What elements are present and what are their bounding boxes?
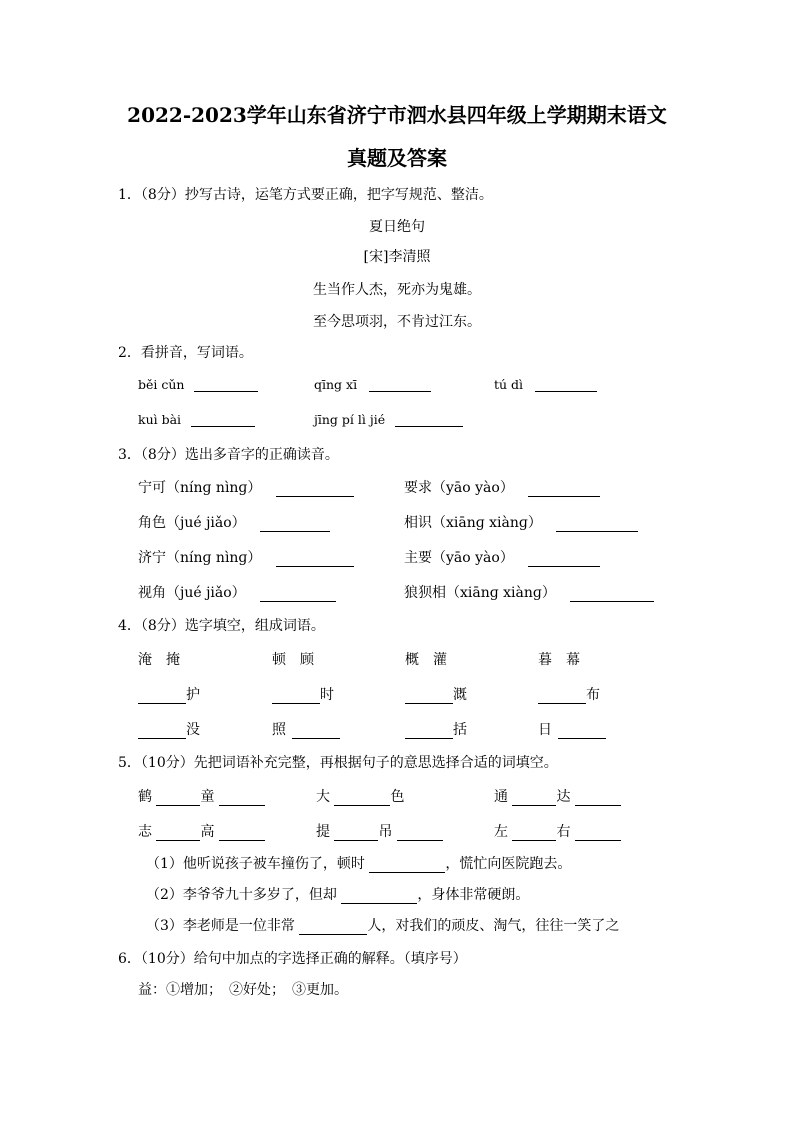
fill-word (272, 686, 334, 704)
fill-word (405, 686, 467, 704)
polyphone-item (404, 514, 638, 532)
idiom-char: 大 (316, 789, 330, 805)
answer-blank[interactable] (292, 724, 340, 739)
pinyin-item (138, 412, 255, 427)
answer-blank[interactable] (558, 724, 606, 739)
answer-blank[interactable] (528, 482, 600, 497)
idiom-item (494, 823, 621, 841)
polyphone-item (404, 549, 600, 567)
answer-blank[interactable] (272, 689, 320, 704)
fill-word (538, 721, 606, 739)
polyphone-item (138, 549, 354, 567)
polyphone-text: 主要（yāo yào） (404, 550, 514, 566)
answer-blank[interactable] (369, 858, 445, 873)
sentence-text: （2）李爷爷九十多岁了，但却 (146, 887, 337, 903)
polyphone-item (138, 514, 330, 532)
polyphone-text: 要求（yāo yào） (404, 480, 514, 496)
page-subtitle: 真题及答案 (347, 146, 447, 170)
polyphone-text: 相识（xiānɡ xiànɡ） (404, 515, 542, 531)
answer-blank[interactable] (528, 552, 600, 567)
idiom-item (316, 788, 404, 806)
answer-blank[interactable] (156, 826, 200, 841)
pinyin-item (314, 412, 463, 427)
sentence-item (146, 917, 619, 935)
fill-word (405, 721, 467, 739)
pinyin-text: tú dì (494, 377, 524, 392)
fill-word (272, 721, 340, 739)
word-char: 溉 (453, 687, 467, 703)
idiom-item (494, 788, 621, 806)
word-char: 括 (453, 722, 467, 738)
question-3-prompt: 3．（8分）选出多音字的正确读音。 (118, 447, 339, 463)
answer-blank[interactable] (575, 826, 621, 841)
polyphone-text: 视角（jué jiǎo） (138, 585, 246, 601)
idiom-char: 通 (494, 789, 508, 805)
idiom-char: 右 (556, 824, 571, 840)
answer-blank[interactable] (194, 377, 258, 392)
answer-blank[interactable] (405, 724, 453, 739)
fill-word (138, 721, 200, 739)
answer-blank[interactable] (395, 412, 463, 427)
fill-word (138, 686, 200, 704)
char-pair: 概 灌 (405, 652, 447, 668)
polyphone-text: 角色（jué jiǎo） (138, 515, 246, 531)
fill-word (538, 686, 600, 704)
pinyin-text: qīng xī (314, 377, 358, 392)
answer-blank[interactable] (276, 552, 354, 567)
answer-blank[interactable] (334, 826, 378, 841)
page-title: 2022-2023学年山东省济宁市泗水县四年级上学期期末语文 (127, 103, 667, 127)
answer-blank[interactable] (219, 791, 265, 806)
sentence-text: （1）他听说孩子被车撞伤了，顿时 (146, 856, 365, 872)
sentence-text: ，身体非常硬朗。 (417, 887, 530, 903)
sentence-text: 人，对我们的顽皮、淘气，往往一笑了之 (367, 918, 620, 934)
pinyin-text: kuì bài (138, 412, 182, 427)
poem-line: 至今思项羽，不肯过江东。 (313, 314, 481, 330)
idiom-char: 童 (200, 789, 215, 805)
pinyin-item (138, 377, 258, 392)
idiom-char: 左 (494, 824, 508, 840)
answer-blank[interactable] (299, 920, 367, 935)
answer-blank[interactable] (570, 587, 654, 602)
answer-blank[interactable] (535, 377, 597, 392)
word-char: 布 (586, 687, 600, 703)
idiom-char: 色 (390, 789, 405, 805)
answer-blank[interactable] (405, 689, 453, 704)
pinyin-text: běi cǔn (138, 377, 185, 392)
question-4-prompt: 4．（8分）选字填空，组成词语。 (118, 618, 325, 634)
answer-blank[interactable] (138, 689, 186, 704)
poem-line: 生当作人杰，死亦为鬼雄。 (313, 282, 481, 298)
char-pair: 顿 顾 (272, 652, 314, 668)
answer-blank[interactable] (397, 826, 443, 841)
polyphone-item (138, 584, 336, 602)
poem-title: 夏日绝句 (369, 219, 425, 235)
sentence-text: （3）李老师是一位非常 (146, 918, 295, 934)
definition-list: 益：①增加； ②好处； ③更加。 (138, 982, 348, 998)
answer-blank[interactable] (512, 826, 556, 841)
idiom-item (138, 788, 265, 806)
pinyin-text: jīng pí lì jié (314, 412, 386, 427)
polyphone-text: 狼狈相（xiānɡ xiànɡ） (404, 585, 556, 601)
answer-blank[interactable] (556, 517, 638, 532)
answer-blank[interactable] (369, 377, 431, 392)
polyphone-text: 济宁（nínɡ nìnɡ） (138, 550, 262, 566)
word-char: 照 (272, 722, 286, 738)
sentence-item (146, 886, 529, 904)
word-char: 时 (320, 687, 334, 703)
question-5-prompt: 5．（10分）先把词语补充完整，再根据句子的意思选择合适的词填空。 (118, 755, 558, 771)
idiom-char: 高 (200, 824, 215, 840)
pinyin-item (494, 377, 597, 392)
answer-blank[interactable] (260, 587, 336, 602)
idiom-char: 志 (138, 824, 152, 840)
idiom-item (138, 823, 265, 841)
polyphone-item (138, 479, 354, 497)
word-char: 没 (186, 722, 200, 738)
answer-blank[interactable] (191, 412, 255, 427)
answer-blank[interactable] (538, 689, 586, 704)
idiom-char: 达 (556, 789, 571, 805)
answer-blank[interactable] (260, 517, 330, 532)
poem-author: [宋]李清照 (363, 249, 431, 265)
answer-blank[interactable] (156, 791, 200, 806)
polyphone-item (404, 479, 600, 497)
sentence-text: ，慌忙向医院跑去。 (445, 856, 572, 872)
sentence-item (146, 855, 571, 873)
question-1-prompt: 1．（8分）抄写古诗，运笔方式要正确，把字写规范、整洁。 (118, 187, 493, 203)
word-char: 日 (538, 722, 552, 738)
idiom-char: 鹤 (138, 789, 152, 805)
answer-blank[interactable] (138, 724, 186, 739)
pinyin-item (314, 377, 431, 392)
idiom-char: 提 (316, 824, 330, 840)
idiom-char: 吊 (378, 824, 393, 840)
answer-blank[interactable] (512, 791, 556, 806)
question-2-prompt: 2．看拼音，写词语。 (118, 345, 253, 361)
question-6-prompt: 6．（10分）给句中加点的字选择正确的解释。（填序号） (118, 951, 467, 967)
answer-blank[interactable] (276, 482, 354, 497)
answer-blank[interactable] (341, 889, 417, 904)
answer-blank[interactable] (219, 826, 265, 841)
char-pair: 暮 幕 (538, 652, 580, 668)
char-pair: 淹 掩 (138, 652, 180, 668)
word-char: 护 (186, 687, 200, 703)
idiom-item (316, 823, 443, 841)
answer-blank[interactable] (575, 791, 621, 806)
answer-blank[interactable] (334, 791, 390, 806)
polyphone-text: 宁可（nínɡ nìnɡ） (138, 480, 262, 496)
polyphone-item (404, 584, 654, 602)
